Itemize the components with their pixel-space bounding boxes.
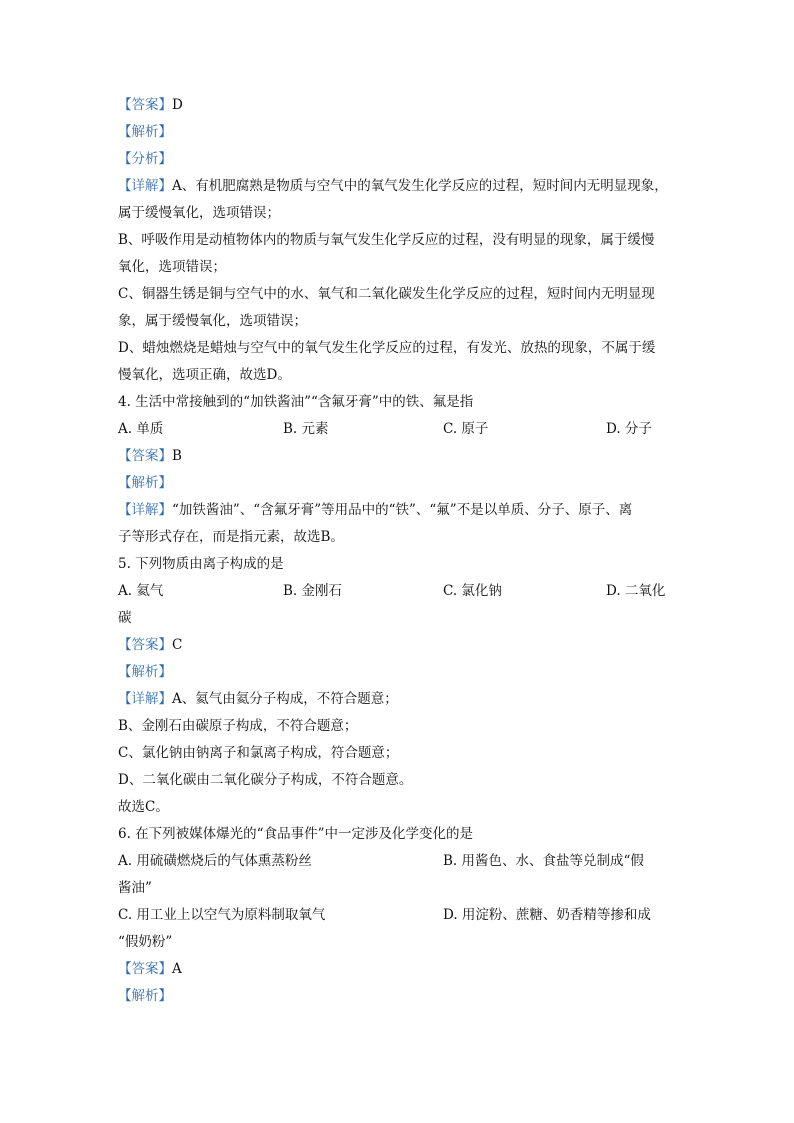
detail-text: “加铁酱油”、“含氟牙膏”等用品中的“铁”、“氟”不是以单质、分子、原子、离 — [172, 502, 633, 518]
answer-value: C — [172, 637, 183, 653]
option-a: A. 单质 — [118, 421, 164, 437]
detail-tag: 【详解】 — [118, 502, 172, 518]
options-row — [118, 848, 688, 875]
detail-line — [118, 686, 688, 713]
detail-line: 象，属于缓慢氧化，选项错误； — [118, 313, 307, 329]
fenxi-line — [118, 146, 688, 173]
analysis-line — [118, 470, 688, 497]
detail-tag: 【详解】 — [118, 178, 172, 194]
detail-tag: 【详解】 — [118, 691, 172, 707]
option-a: A. 氦气 — [118, 583, 164, 599]
detail-line: D、二氧化碳由二氧化碳分子构成，不符合题意。 — [118, 772, 413, 788]
question-stem: 5. 下列物质由离子构成的是 — [118, 556, 284, 572]
answer-line — [118, 92, 688, 119]
option-a: A. 用硫磺燃烧后的气体熏蒸粉丝 — [118, 853, 312, 869]
analysis-tag: 【解析】 — [118, 664, 172, 680]
fenxi-tag: 【分析】 — [118, 151, 172, 167]
detail-line: C、铜器生锈是铜与空气中的水、氧气和二氧化碳发生化学反应的过程，短时间内无明显现 — [118, 286, 655, 302]
detail-line: 慢氧化，选项正确，故选D。 — [118, 367, 291, 383]
analysis-line — [118, 983, 688, 1010]
question-stem: 4. 生活中常接触到的“加铁酱油”“含氟牙膏”中的铁、氟是指 — [118, 394, 474, 410]
detail-line: D、蜡烛燃烧是蜡烛与空气中的氧气发生化学反应的过程，有发光、放热的现象，不属于缓 — [118, 340, 656, 356]
option-d: D. 分子 — [606, 421, 652, 437]
options-row — [118, 902, 688, 929]
detail-text: A、有机肥腐熟是物质与空气中的氧气发生化学反应的过程，短时间内无明显现象， — [172, 178, 668, 194]
option-c: C. 原子 — [443, 421, 489, 437]
detail-line: B、金刚石由碳原子构成，不符合题意； — [118, 718, 358, 734]
option-b: B. 用酱色、水、食盐等兑制成“假 — [443, 853, 644, 869]
answer-line — [118, 443, 688, 470]
analysis-line — [118, 659, 688, 686]
answer-line — [118, 632, 688, 659]
analysis-tag: 【解析】 — [118, 475, 172, 491]
answer-value: D — [172, 97, 183, 113]
detail-line: C、氯化钠由钠离子和氯离子构成，符合题意； — [118, 745, 399, 761]
document-content — [118, 92, 688, 1010]
option-wrap: “假奶粉” — [118, 934, 173, 950]
answer-tag: 【答案】 — [118, 97, 172, 113]
detail-text: A、氦气由氦分子构成，不符合题意； — [172, 691, 398, 707]
option-d: D. 用淀粉、蔗糖、奶香精等掺和成 — [443, 907, 651, 923]
options-row — [118, 578, 688, 605]
answer-value: B — [172, 448, 182, 464]
answer-line — [118, 956, 688, 983]
answer-tag: 【答案】 — [118, 637, 172, 653]
detail-line: 故选C。 — [118, 799, 169, 815]
detail-line — [118, 497, 688, 524]
question-stem: 6. 在下列被媒体爆光的“食品事件”中一定涉及化学变化的是 — [118, 826, 473, 842]
detail-line: 子等形式存在，而是指元素，故选B。 — [118, 529, 344, 545]
detail-line: 氧化，选项错误； — [118, 259, 226, 275]
analysis-line — [118, 119, 688, 146]
option-b: B. 金刚石 — [283, 583, 343, 599]
detail-line: 属于缓慢氧化，选项错误； — [118, 205, 280, 221]
option-c: C. 氯化钠 — [443, 583, 502, 599]
analysis-tag: 【解析】 — [118, 124, 172, 140]
answer-tag: 【答案】 — [118, 448, 172, 464]
answer-tag: 【答案】 — [118, 961, 172, 977]
options-row — [118, 416, 688, 443]
detail-line — [118, 173, 688, 200]
detail-line: B、呼吸作用是动植物体内的物质与氧气发生化学反应的过程，没有明显的现象，属于缓慢 — [118, 232, 655, 248]
option-wrap: 酱油” — [118, 880, 152, 896]
option-c: C. 用工业上以空气为原料制取氧气 — [118, 907, 326, 923]
option-b: B. 元素 — [283, 421, 329, 437]
option-wrap: 碳 — [118, 610, 132, 626]
answer-value: A — [172, 961, 182, 977]
option-d: D. 二氧化 — [606, 583, 666, 599]
analysis-tag: 【解析】 — [118, 988, 172, 1004]
